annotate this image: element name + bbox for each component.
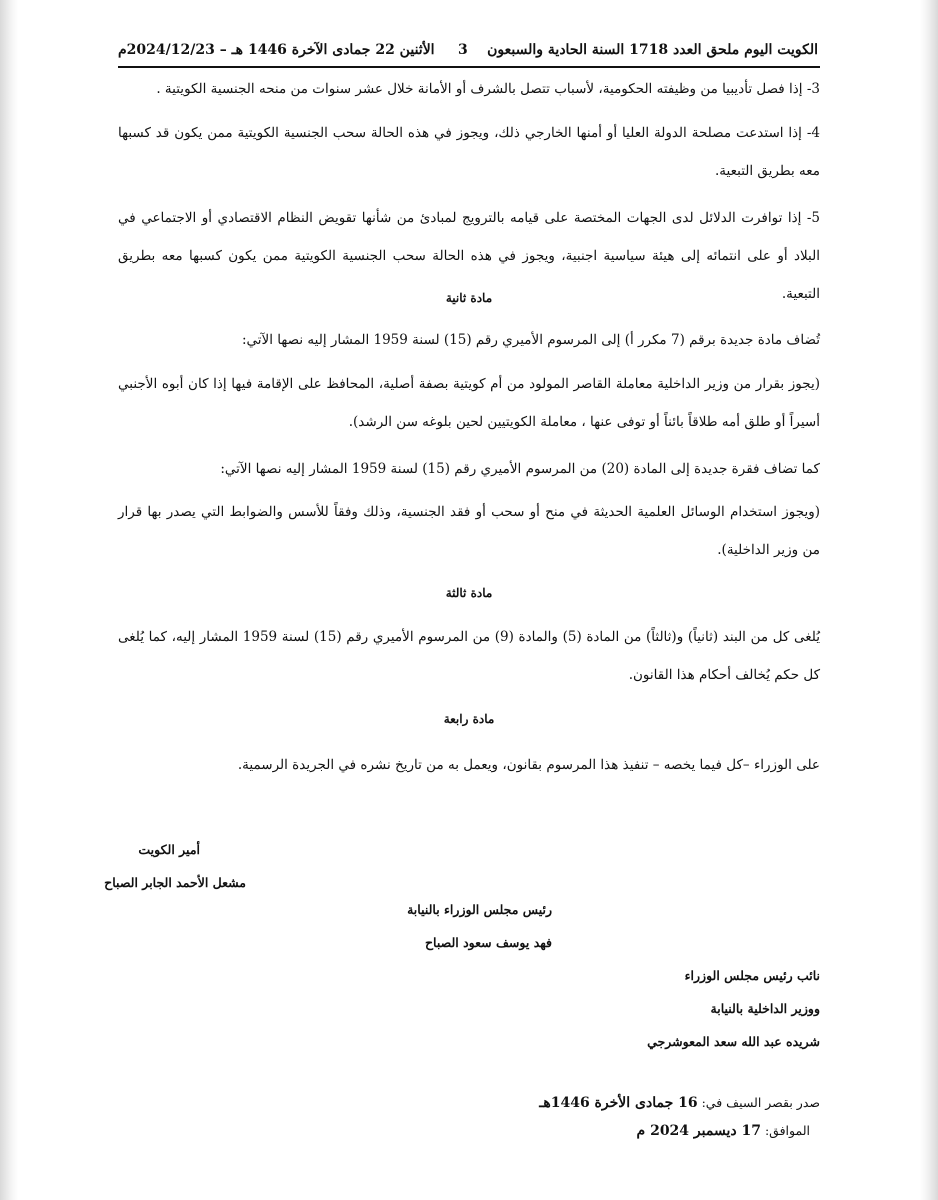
amir-name: مشعل الأحمد الجابر الصباح [104, 875, 246, 890]
item-3: 3- إذا فصل تأديبيا من وظيفته الحكومية، لأسباب تتصل بالشرف أو الأمانة خلال عشر سنوات من منحه الجنسية الكويتية . [156, 81, 820, 97]
issued-line [539, 1095, 820, 1111]
signature-prime-minister [380, 902, 552, 950]
corresponding-date: 17 ديسمبر 2024 م [636, 1123, 761, 1139]
issued-label: صدر بقصر السيف في: [701, 1095, 820, 1110]
item-4: 4- إذا استدعت مصلحة الدولة العليا أو أمنها الخارجي ذلك، ويجوز في هذه الحالة سحب الجنسية الكويتية ممن يكون قد كسبها معه بطريق التبعية. [118, 125, 820, 179]
article-3-text: يُلغى كل من البند (ثانياً) و(ثالثاً) من المادة (5) والمادة (9) من المرسوم الأميري رقم (15) لسنة 1959 المشار إليه، كما يُلغى كل حكم يُخالف أحكام هذا القانون. [118, 629, 820, 683]
issued-date: 16 جمادى الأخرة 1446هـ [539, 1095, 698, 1111]
signature-deputy-pm [640, 968, 820, 1049]
header-page-number: 3 [458, 42, 468, 58]
header-date: الأثنين 22 جمادى الآخرة 1446 هـ – 2024/12/23م [118, 42, 435, 58]
corresponding-label: الموافق: [764, 1123, 810, 1138]
pm-title: رئيس مجلس الوزراء بالنيابة [407, 902, 552, 917]
heading-article-2: مادة ثانية [445, 291, 493, 305]
heading-article-3: مادة ثالثة [445, 586, 493, 600]
page-header [118, 38, 818, 64]
header-rule [118, 66, 820, 68]
heading-article-4: مادة رابعة [443, 712, 495, 726]
deputy-title-1: نائب رئيس مجلس الوزراء [684, 968, 820, 983]
article-2-addition: كما تضاف فقرة جديدة إلى المادة (20) من المرسوم الأميري رقم (15) لسنة 1959 المشار إليه نصها الآتي: [220, 461, 820, 477]
article-2-intro: تُضاف مادة جديدة برقم (7 مكرر أ) إلى المرسوم الأميري رقم (15) لسنة 1959 المشار إليه نصها الآتي: [242, 332, 820, 348]
page-shadow-right [920, 0, 938, 1200]
deputy-title-2: ووزير الداخلية بالنيابة [710, 1001, 820, 1016]
header-publication: الكويت اليوم ملحق العدد 1718 السنة الحادية والسبعون [487, 42, 818, 58]
article-2-text: (يجوز بقرار من وزير الداخلية معاملة القاصر المولود من أم كويتية بصفة أصلية، المحافظ على الإقامة فيها إذا كان أبوه الأجنبي أسيراً أو طلق أمه طلاقاً بائناً أو توفى عنها ، معاملة الكويتيين لحين بلوغه سن الرشد). [118, 376, 820, 430]
deputy-name: شريده عبد الله سعد المعوشرجي [647, 1034, 820, 1049]
item-5: 5- إذا توافرت الدلائل لدى الجهات المختصة على قيامه بالترويج لمبادئ من شأنها تقويض النظام الاقتصادي أو الاجتماعي في البلاد أو على انتمائه إلى هيئة سياسية اجنبية، ويجوز في هذه الحالة سحب الجنسية الكويتية ممن يكون كسبها معه بطريق التبعية. [118, 210, 820, 302]
amir-title: أمير الكويت [138, 842, 200, 857]
article-2-addition-text: (ويجوز استخدام الوسائل العلمية الحديثة في منح أو سحب أو فقد الجنسية، وذلك وفقاً للأسس والضوابط التي يصدر بها قرار من وزير الداخلية). [118, 504, 820, 558]
signature-amir [104, 842, 246, 890]
page-shadow-left [0, 0, 18, 1200]
pm-name: فهد يوسف سعود الصباح [424, 935, 552, 950]
corresponding-line [637, 1123, 810, 1139]
article-4-text: على الوزراء –كل فيما يخصه – تنفيذ هذا المرسوم بقانون، ويعمل به من تاريخ نشره في الجريدة الرسمية. [237, 757, 820, 773]
